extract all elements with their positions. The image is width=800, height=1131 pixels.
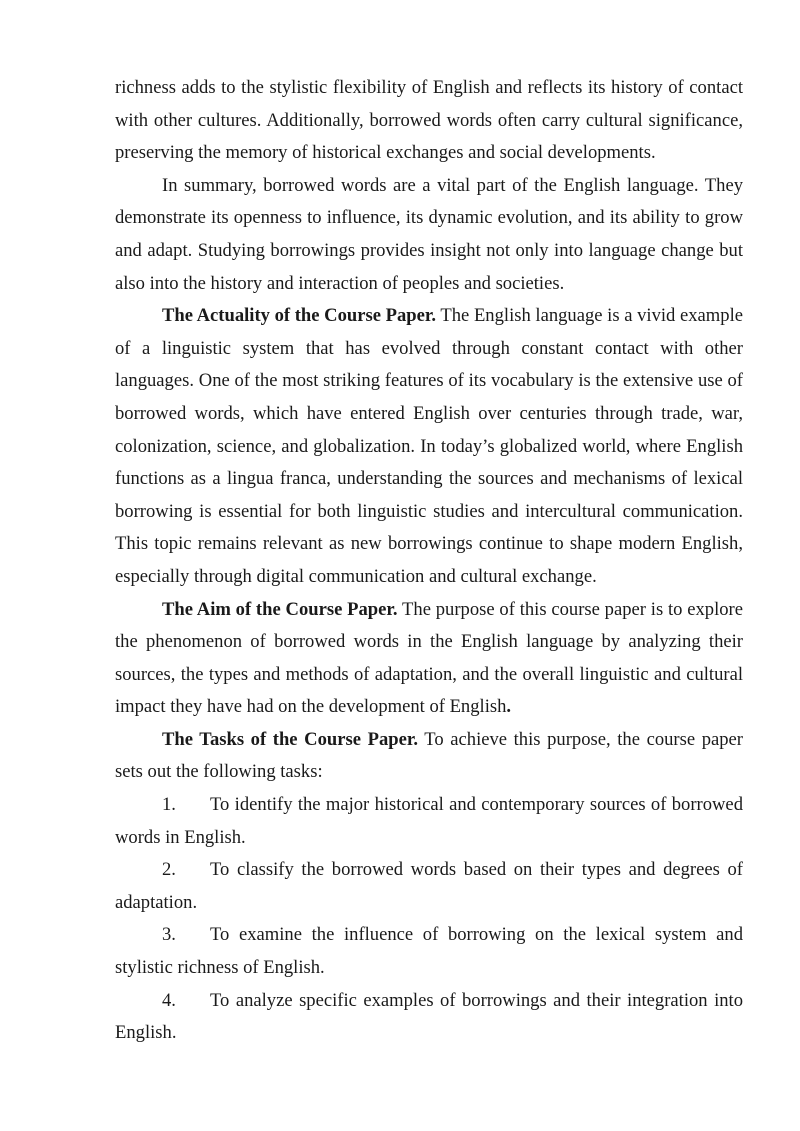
task-number: 1. (162, 794, 176, 816)
task-text: To analyze specific examples of borrowings and their integration into English. (115, 989, 743, 1044)
task-number: 4. (162, 989, 176, 1011)
task-item-1 (115, 789, 743, 854)
task-number: 2. (162, 859, 176, 881)
paragraph-actuality (115, 300, 743, 593)
paragraph-summary: In summary, borrowed words are a vital part of the English language. They demonstrate its openness to influence, its dynamic evolution, and its ability to grow and adapt. Studying borrowings provides insight not only into language change but also into the history and interaction of peoples and societies. (115, 174, 743, 294)
task-number: 3. (162, 924, 176, 946)
actuality-heading: The Actuality of the Course Paper. (162, 305, 437, 327)
paragraph-tasks (115, 724, 743, 789)
paragraph-aim (115, 594, 743, 724)
aim-end-period: . (506, 696, 512, 718)
task-item-2 (115, 854, 743, 919)
actuality-text: The English language is a vivid example of a linguistic system that has evolved through constant contact with other languages. One of the most striking features of its vocabulary is the extensive use of borrowed words, which have entered English over centuries through trade, war, colonization, science, and globalization. In today’s globalized world, where English functions as a lingua franca, understanding the sources and mechanisms of lexical borrowing is essential for both linguistic studies and intercultural communication. This topic remains relevant as new borrowings continue to shape modern English, especially through digital communication and cultural exchange. (115, 305, 743, 587)
tasks-heading: The Tasks of the Course Paper. (162, 728, 419, 750)
task-text: To examine the influence of borrowing on the lexical system and stylistic richness of English. (115, 924, 743, 979)
document-body (115, 72, 743, 1050)
paragraph-continuation: richness adds to the stylistic flexibility of English and reflects its history of contact with other cultures. Additionally, borrowed words often carry cultural significance, preserving the memory of historical exchanges and social developments. (115, 77, 743, 164)
task-text: To classify the borrowed words based on their types and degrees of adaptation. (115, 859, 743, 913)
aim-text: The purpose of this course paper is to explore the phenomenon of borrowed words in the English language by analyzing their sources, the types and methods of adaptation, and the overall linguistic and cultural impact they have had on the development of English (115, 598, 743, 718)
task-text: To identify the major historical and contemporary sources of borrowed words in English. (115, 794, 743, 848)
task-item-3 (115, 919, 743, 984)
tasks-intro-text: To achieve this purpose, the course paper sets out the following tasks: (115, 728, 743, 783)
aim-heading: The Aim of the Course Paper. (162, 598, 398, 620)
task-item-4 (115, 985, 743, 1050)
